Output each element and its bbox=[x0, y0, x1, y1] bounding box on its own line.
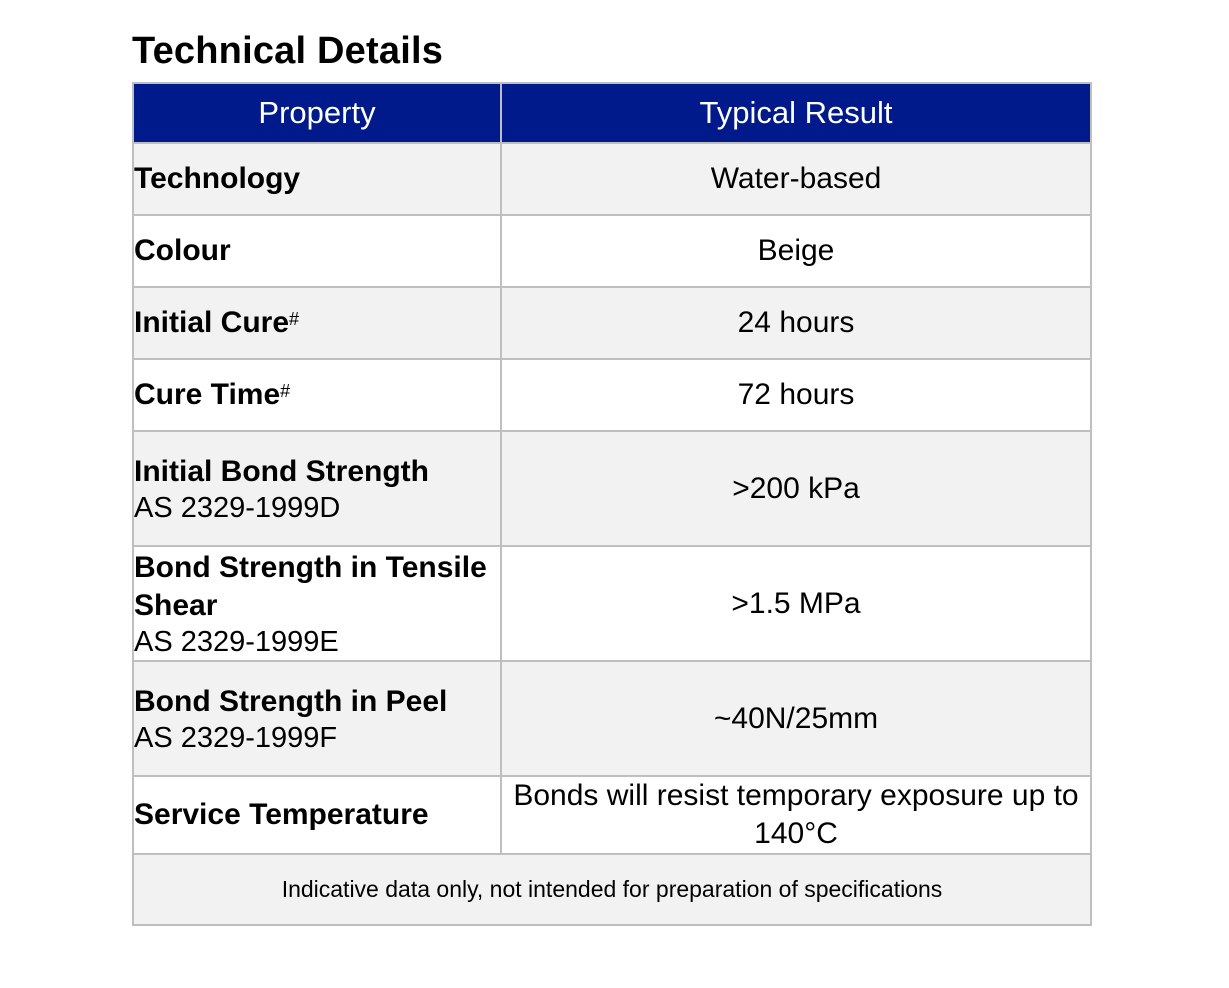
test-standard: AS 2329-1999F bbox=[134, 721, 338, 754]
property-cell bbox=[133, 359, 501, 431]
property-name: Cure Time# bbox=[134, 378, 291, 411]
table-footnote-row bbox=[133, 854, 1091, 925]
table-row-bond-strength-peel bbox=[133, 661, 1091, 776]
table-row-cure-time bbox=[133, 359, 1091, 431]
footnote-mark: # bbox=[280, 381, 291, 401]
property-cell bbox=[133, 661, 501, 776]
table-row-colour bbox=[133, 215, 1091, 287]
table-row-service-temperature bbox=[133, 776, 1091, 854]
result-cell: >200 kPa bbox=[501, 431, 1091, 546]
result-cell: ~40N/25mm bbox=[501, 661, 1091, 776]
property-cell bbox=[133, 143, 501, 215]
test-standard: AS 2329-1999D bbox=[134, 491, 341, 524]
table-footnote: Indicative data only, not intended for preparation of specifications bbox=[133, 854, 1091, 925]
result-cell: 24 hours bbox=[501, 287, 1091, 359]
property-name: Bond Strength in Tensile Shear bbox=[134, 550, 487, 622]
table-row-initial-cure bbox=[133, 287, 1091, 359]
result-cell: Bonds will resist temporary exposure up to 140°C bbox=[501, 776, 1091, 854]
result-cell: >1.5 MPa bbox=[501, 546, 1091, 661]
column-header-property: Property bbox=[133, 83, 501, 143]
column-header-typical-result: Typical Result bbox=[501, 83, 1091, 143]
table-row-technology bbox=[133, 143, 1091, 215]
property-name: Initial Cure# bbox=[134, 306, 300, 339]
table-row-initial-bond-strength bbox=[133, 431, 1091, 546]
property-name: Service Temperature bbox=[134, 798, 429, 831]
property-name: Initial Bond Strength bbox=[134, 454, 429, 488]
result-cell: Water-based bbox=[501, 143, 1091, 215]
page-title: Technical Details bbox=[132, 30, 444, 72]
property-name: Bond Strength in Peel bbox=[134, 684, 448, 718]
technical-details-table bbox=[132, 82, 1092, 926]
property-name: Technology bbox=[134, 162, 301, 195]
property-cell bbox=[133, 546, 501, 661]
property-cell bbox=[133, 776, 501, 854]
result-cell: Beige bbox=[501, 215, 1091, 287]
footnote-mark: # bbox=[289, 309, 300, 329]
table-header-row bbox=[133, 83, 1091, 143]
test-standard: AS 2329-1999E bbox=[134, 625, 339, 658]
property-cell bbox=[133, 431, 501, 546]
table-row-bond-strength-tensile-shear bbox=[133, 546, 1091, 661]
property-name: Colour bbox=[134, 234, 231, 267]
result-cell: 72 hours bbox=[501, 359, 1091, 431]
property-cell bbox=[133, 215, 501, 287]
property-cell bbox=[133, 287, 501, 359]
